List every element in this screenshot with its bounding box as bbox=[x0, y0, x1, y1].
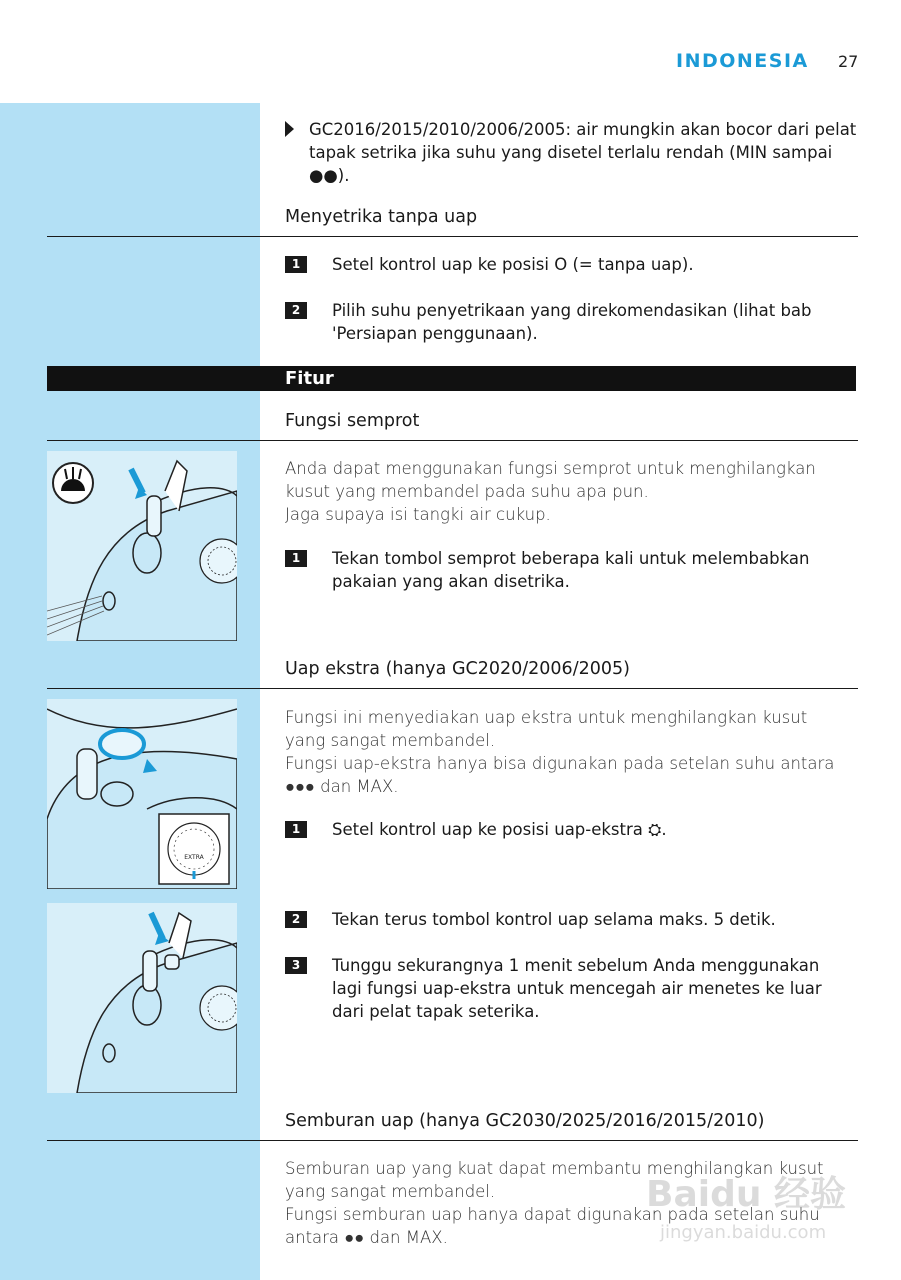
page-number: 27 bbox=[838, 52, 859, 71]
sidebar-band bbox=[0, 103, 260, 1280]
features-bar-title: Fitur bbox=[285, 368, 334, 389]
dial-label: EXTRA bbox=[184, 854, 204, 861]
spray-description: Anda dapat menggunakan fungsi semprot untuk menghilangkan kusut yang membandel pada suhu apa pun. bbox=[285, 459, 816, 501]
step-number: 2 bbox=[285, 911, 307, 928]
section-rule bbox=[47, 236, 858, 237]
step-text: Tekan terus tombol kontrol uap selama maks. 5 detik. bbox=[332, 910, 776, 929]
features-bar bbox=[47, 366, 856, 391]
section-rule bbox=[47, 440, 858, 441]
intro-bullet-text: GC2016/2015/2010/2006/2005: air mungkin akan bocor dari pelat tapak setrika jika suhu yang disetel terlalu rendah (MIN sampai ●●). bbox=[309, 120, 857, 185]
step-text: Tunggu sekurangnya 1 menit sebelum Anda menggunakan lagi fungsi uap-ekstra untuk mencegah air menetes ke luar dari pelat tapak seterika. bbox=[332, 956, 822, 1021]
spray-description-2: Jaga supaya isi tangki air cukup. bbox=[285, 505, 551, 524]
step-number: 1 bbox=[285, 256, 307, 273]
step-text: Tekan tombol semprot beberapa kali untuk melembabkan pakaian yang akan disetrika. bbox=[332, 549, 810, 591]
step-number: 1 bbox=[285, 550, 307, 567]
step-number: 2 bbox=[285, 302, 307, 319]
section-title-steam-burst: Semburan uap (hanya GC2030/2025/2016/2015/2010) bbox=[285, 1111, 765, 1131]
steam-control-illustration bbox=[47, 903, 237, 1093]
steam-burst-description: Semburan uap yang kuat dapat membantu menghilangkan kusut yang sangat membandel. bbox=[285, 1159, 824, 1201]
section-rule bbox=[47, 1140, 858, 1141]
steam-burst-description-2: Fungsi semburan uap hanya dapat digunakan pada setelan suhu antara ●● dan MAX. bbox=[285, 1205, 820, 1247]
spray-illustration bbox=[47, 451, 237, 641]
step-number: 3 bbox=[285, 957, 307, 974]
section-title-spray: Fungsi semprot bbox=[285, 411, 420, 431]
bullet-icon bbox=[285, 121, 294, 137]
extra-steam-description: Fungsi ini menyediakan uap ekstra untuk menghilangkan kusut yang sangat membandel. bbox=[285, 708, 808, 750]
step-text: Pilih suhu penyetrikaan yang direkomendasikan (lihat bab 'Persiapan penggunaan). bbox=[332, 301, 812, 343]
watermark-brand: Baidu 经验 bbox=[646, 1174, 847, 1215]
watermark-url: jingyan.baidu.com bbox=[660, 1222, 827, 1243]
step-text: Setel kontrol uap ke posisi uap-ekstra ⛭. bbox=[332, 820, 667, 839]
step-text: Setel kontrol uap ke posisi O (= tanpa uap). bbox=[332, 255, 694, 274]
baidu-watermark bbox=[640, 1158, 850, 1248]
step-number: 1 bbox=[285, 821, 307, 838]
section-title-extra-steam: Uap ekstra (hanya GC2020/2006/2005) bbox=[285, 659, 630, 679]
extra-steam-illustration bbox=[47, 699, 237, 889]
extra-steam-description-2: Fungsi uap-ekstra hanya bisa digunakan pada setelan suhu antara ●●● dan MAX. bbox=[285, 754, 835, 796]
section-rule bbox=[47, 688, 858, 689]
section-title-no-steam: Menyetrika tanpa uap bbox=[285, 207, 478, 227]
language-header: INDONESIA bbox=[676, 50, 809, 72]
